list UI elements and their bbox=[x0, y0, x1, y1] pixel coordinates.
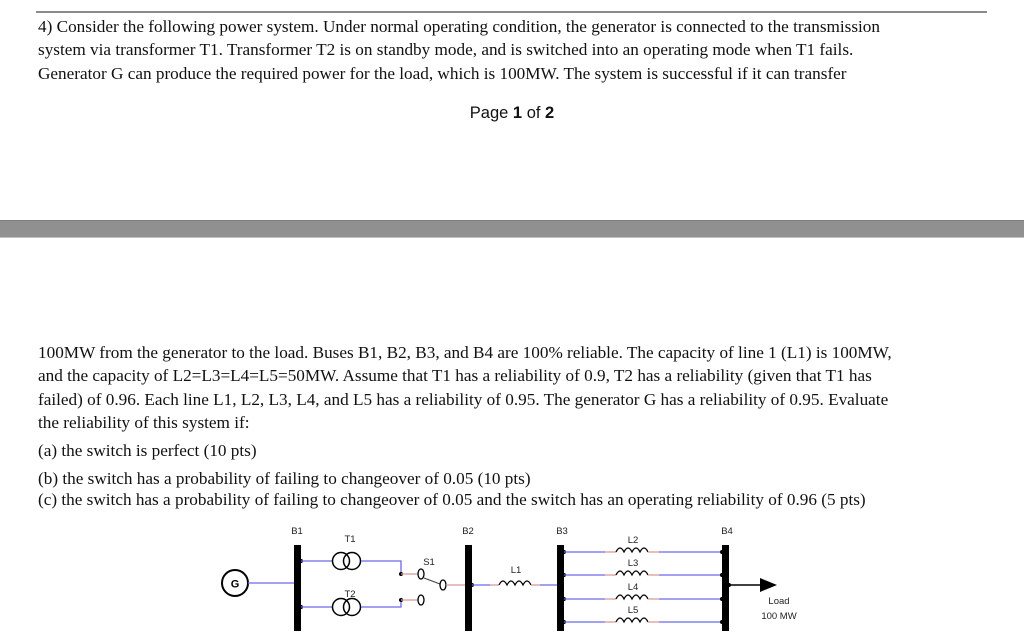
switch-s1-label: S1 bbox=[423, 557, 435, 568]
bus-b2 bbox=[465, 545, 472, 631]
question-a: (a) the switch is perfect (10 pts) bbox=[38, 441, 257, 460]
line-l5-inductor-icon bbox=[616, 618, 648, 622]
line-l2-inductor-icon bbox=[616, 548, 648, 552]
line-l1-label: L1 bbox=[510, 565, 522, 576]
bus-b4-label: B4 bbox=[721, 526, 733, 537]
line-l4-label: L4 bbox=[627, 582, 639, 593]
page-break-separator bbox=[0, 220, 1024, 238]
line-l5 bbox=[562, 605, 724, 624]
problem-paragraph-1 bbox=[38, 15, 880, 85]
text-line: failed) of 0.96. Each line L1, L2, L3, L4, and L5 has a reliability of 0.95. The generator G has a reliability of 0.95. Evaluate bbox=[38, 389, 889, 409]
page-indicator bbox=[0, 104, 1024, 123]
line-l3-inductor-icon bbox=[616, 571, 648, 575]
line-l5-label: L5 bbox=[627, 605, 639, 616]
power-system-diagram bbox=[0, 515, 1024, 642]
text-line: Generator G can produce the required power for the load, which is 100MW. The system is successful if it can transfer bbox=[38, 63, 847, 83]
page-current: 1 bbox=[512, 104, 523, 122]
top-rule bbox=[36, 11, 987, 13]
line-l3-label: L3 bbox=[627, 558, 639, 569]
text-line: system via transformer T1. Transformer T2 is on standby mode, and is switched into an operating mode when T1 fails. bbox=[38, 40, 854, 60]
line-l1-inductor-icon bbox=[499, 581, 531, 585]
line-l2 bbox=[562, 535, 724, 554]
line-l4 bbox=[562, 582, 724, 601]
transformer-t2-icon bbox=[333, 599, 361, 616]
text-line: and the capacity of L2=L3=L4=L5=50MW. Assume that T1 has a reliability of 0.9, T2 has a reliability (given that T1 has bbox=[38, 366, 872, 386]
problem-paragraph-2 bbox=[38, 341, 892, 434]
bus-b2-label: B2 bbox=[462, 526, 474, 537]
question-c: (c) the switch has a probability of failing to changeover of 0.05 and the switch has an operating reliability of 0.96 (5 pts) bbox=[38, 490, 866, 509]
load-value: 100 MW bbox=[761, 611, 797, 622]
text-line: 100MW from the generator to the load. Buses B1, B2, B3, and B4 are 100% reliable. The capacity of line 1 (L1) is 100MW, bbox=[38, 343, 892, 362]
generator-label: G bbox=[230, 578, 240, 591]
line-l3 bbox=[562, 558, 724, 577]
page-total: 2 bbox=[545, 104, 555, 122]
question-b: (b) the switch has a probability of failing to changeover of 0.05 (10 pts) bbox=[38, 469, 531, 488]
text-line: 4) Consider the following power system. Under normal operating condition, the generator is connected to the transmission bbox=[38, 17, 880, 36]
page-prefix: Page bbox=[469, 104, 509, 122]
bus-b1-label: B1 bbox=[291, 526, 303, 537]
switch-s1-icon bbox=[424, 578, 465, 590]
bus-b1 bbox=[294, 545, 301, 631]
load-arrow-icon bbox=[729, 578, 777, 592]
transformer-t2-label: T2 bbox=[344, 589, 356, 600]
page-of: of bbox=[526, 104, 541, 122]
bus-b3 bbox=[557, 545, 564, 631]
line-l4-inductor-icon bbox=[616, 595, 648, 599]
bus-b3-label: B3 bbox=[556, 526, 568, 537]
line-l2-label: L2 bbox=[627, 535, 639, 546]
transformer-t1-label: T1 bbox=[344, 534, 356, 545]
bus-b4 bbox=[722, 545, 729, 631]
transformer-t1-icon bbox=[333, 553, 361, 570]
load-label: Load bbox=[768, 596, 790, 607]
generator-icon bbox=[222, 570, 248, 596]
text-line: the reliability of this system if: bbox=[38, 412, 250, 432]
